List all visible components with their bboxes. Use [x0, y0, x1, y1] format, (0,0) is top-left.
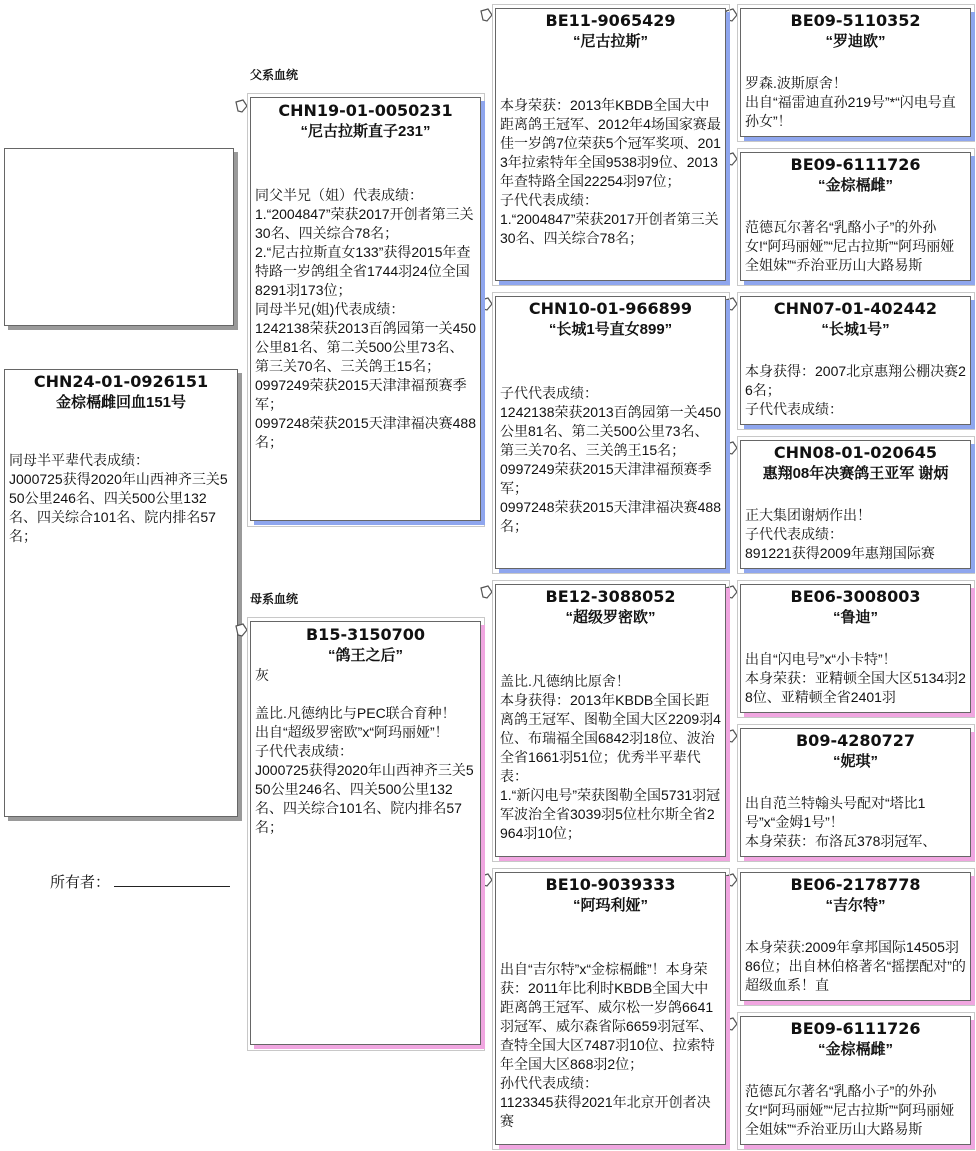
dam-dam-sire-ring: BE06-2178778: [790, 875, 921, 894]
sire-dam-dam-card[interactable]: [740, 440, 971, 569]
dam-sire-sire-notes: 出自“闪电号”x“小卡特”！ 本身荣获：亚精顿全国大区5134羽28位、亚精顿全省2401羽: [745, 651, 966, 705]
sire-sire-dam-notes: 范德瓦尔著名“乳酪小子”的外孙女!“阿玛丽娅”“尼古拉斯”“阿玛丽娅全姐妹”“乔治亚历山大路易斯: [745, 219, 955, 273]
sire-sire-dam-ring: BE09-6111726: [790, 155, 921, 174]
sire-notes: 同父半兄（姐）代表成绩： 1.“2004847”荣获2017开创者第三关30名、四关综合78名； 2.“尼古拉斯直女133”获得2015年查特路一岁鸽组全省1744羽24位全国8291羽173位； 同母半兄(姐)代表成绩： 1242138荣获2013百鸽园第一关450公里81名、第二关500公里73名、第三关70名、三关鸽王15名； 0997249荣获2015天津津福预赛季军； 0997248荣获2015天津津福决赛488名；: [255, 187, 477, 450]
connector-icon: [479, 8, 493, 22]
sire-sire-sire-name: “罗迪欧”: [825, 33, 886, 50]
dam-sire-name: “超级罗密欧”: [565, 609, 656, 626]
dam-dam-ring: BE10-9039333: [545, 875, 676, 894]
sire-sire-notes: 本身荣获：2013年KBDB全国大中距离鸽王冠军、2012年4场国家赛最佳一岁鸽7位荣获5个冠军奖项、2013年拉索特年全国9538羽9位、2013年查特路全国22254羽97位； 子代代表成绩： 1.“2004847”荣获2017开创者第三关30名、四关综合78名；: [500, 97, 721, 246]
dam-sire-dam-notes: 出自范兰特翰头号配对“塔比1号”x“金姆1号”！ 本身荣获：布洛瓦378羽冠军、: [745, 795, 937, 849]
sire-dam-sire-card[interactable]: [740, 296, 971, 425]
subject-card[interactable]: [4, 369, 238, 817]
sire-sire-card[interactable]: [495, 8, 726, 281]
dam-sire-dam-ring: B09-4280727: [795, 731, 916, 750]
sire-sire-dam-name: “金棕槅雌”: [817, 177, 893, 194]
sire-sire-name: “尼古拉斯”: [572, 33, 648, 50]
dam-dam-sire-notes: 本身荣获:2009年拿邦国际14505羽86位；出自林伯格著名“摇摆配对”的超级血系！直: [745, 939, 966, 993]
dam-dam-sire-name: “吉尔特”: [825, 897, 886, 914]
sire-dam-name: “长城1号直女899”: [548, 321, 673, 338]
owner-label: 所有者：: [50, 874, 111, 891]
connector-icon: [479, 585, 493, 599]
dam-dam-dam-name: “金棕槅雌”: [817, 1041, 893, 1058]
sire-dam-dam-name: 惠翔08年决赛鸽王亚军 谢炳: [762, 465, 949, 482]
dam-color: 灰: [255, 667, 269, 683]
sire-dam-dam-notes: 正大集团谢炳作出！ 子代代表成绩： 891221获得2009年惠翔国际赛: [745, 507, 935, 561]
sire-ring: CHN19-01-0050231: [278, 101, 453, 120]
dam-sire-notes: 盖比.凡德纳比原舍！ 本身获得：2013年KBDB全国长距离鸽王冠军、图勒全国大区2209羽4位、布瑞福全国6842羽18位、波治全省1661羽51位；优秀半平辈代表： 1.“新闪电号”荣获图勒全国5731羽冠军波治全省3039羽5位杜尔斯全省2964羽10位；: [500, 673, 721, 841]
sire-dam-sire-notes: 本身获得：2007北京惠翔公棚决赛26名； 子代代表成绩：: [745, 363, 966, 417]
subject-notes: 同母半平辈代表成绩： J000725获得2020年山西神齐三关550公里246名、四关500公里132名、四关综合101名、院内排名57名；: [9, 452, 228, 544]
dam-dam-dam-notes: 范德瓦尔著名“乳酪小子”的外孙女!“阿玛丽娅”“尼古拉斯”“阿玛丽娅全姐妹”“乔治亚历山大路易斯: [745, 1083, 955, 1137]
sire-dam-card[interactable]: [495, 296, 726, 569]
dam-name: “鸽王之后”: [327, 647, 403, 664]
subject-name: 金棕槅雌回血151号: [55, 394, 187, 411]
dam-dam-notes: 出自“吉尔特”x“金棕槅雌”！本身荣获：2011年比利时KBDB全国大中距离鸽王冠军、威尔松一岁鸽6641羽冠军、威尔森省际6659羽冠军、查特全国大区7487羽10位、拉索特年全国大区868羽2位； 孙代代表成绩： 1123345获得2021年北京开创者决赛: [500, 961, 715, 1129]
dam-dam-dam-card[interactable]: [740, 1016, 971, 1145]
dam-card[interactable]: [250, 621, 481, 1045]
sire-dam-ring: CHN10-01-966899: [528, 299, 693, 318]
dam-dam-card[interactable]: [495, 872, 726, 1145]
connector-icon: [234, 99, 248, 113]
dam-sire-sire-ring: BE06-3008003: [790, 587, 921, 606]
sire-sire-sire-card[interactable]: [740, 8, 971, 137]
sire-sire-sire-notes: 罗森.波斯原舍！ 出自“福雷迪直孙219号”*“闪电号直孙女”！: [745, 75, 956, 129]
dam-sire-card[interactable]: [495, 584, 726, 857]
sire-dam-sire-name: “长城1号”: [821, 321, 890, 338]
dam-sire-dam-card[interactable]: [740, 728, 971, 857]
sire-dam-sire-ring: CHN07-01-402442: [773, 299, 938, 318]
dam-dam-name: “阿玛利娅”: [572, 897, 648, 914]
dam-ring: B15-3150700: [305, 625, 426, 644]
sire-sire-dam-card[interactable]: [740, 152, 971, 281]
subject-ring: CHN24-01-0926151: [33, 372, 209, 391]
sire-card[interactable]: [250, 97, 481, 521]
sire-section-label: 父系血统: [250, 68, 299, 82]
sire-sire-ring: BE11-9065429: [545, 11, 676, 30]
sire-sire-sire-ring: BE09-5110352: [790, 11, 921, 30]
dam-sire-ring: BE12-3088052: [545, 587, 676, 606]
dam-sire-dam-name: “妮琪”: [832, 753, 878, 770]
sire-dam-dam-ring: CHN08-01-020645: [773, 443, 938, 462]
owner-line: [114, 886, 230, 887]
dam-notes: 盖比.凡德纳比与PEC联合育种！ 出自“超级罗密欧”x“阿玛丽娅”！ 子代代表成绩： J000725获得2020年山西神齐三关550公里246名、四关500公里132名、四关综合101名、院内排名57名；: [255, 705, 474, 835]
sire-dam-notes: 子代代表成绩： 1242138荣获2013百鸽园第一关450公里81名、第二关500公里73名、第三关70名、三关鸽王15名； 0997249荣获2015天津津福预赛季军； 0997248荣获2015天津津福决赛488名；: [500, 385, 722, 534]
dam-sire-sire-card[interactable]: [740, 584, 971, 713]
dam-dam-dam-ring: BE09-6111726: [790, 1019, 921, 1038]
sire-name: “尼古拉斯直子231”: [300, 123, 431, 140]
dam-dam-sire-card[interactable]: [740, 872, 971, 1001]
connector-icon: [234, 623, 248, 637]
dam-sire-sire-name: “鲁迪”: [832, 609, 878, 626]
dam-section-label: 母系血统: [250, 592, 299, 606]
pigeon-photo-frame: [4, 148, 234, 326]
